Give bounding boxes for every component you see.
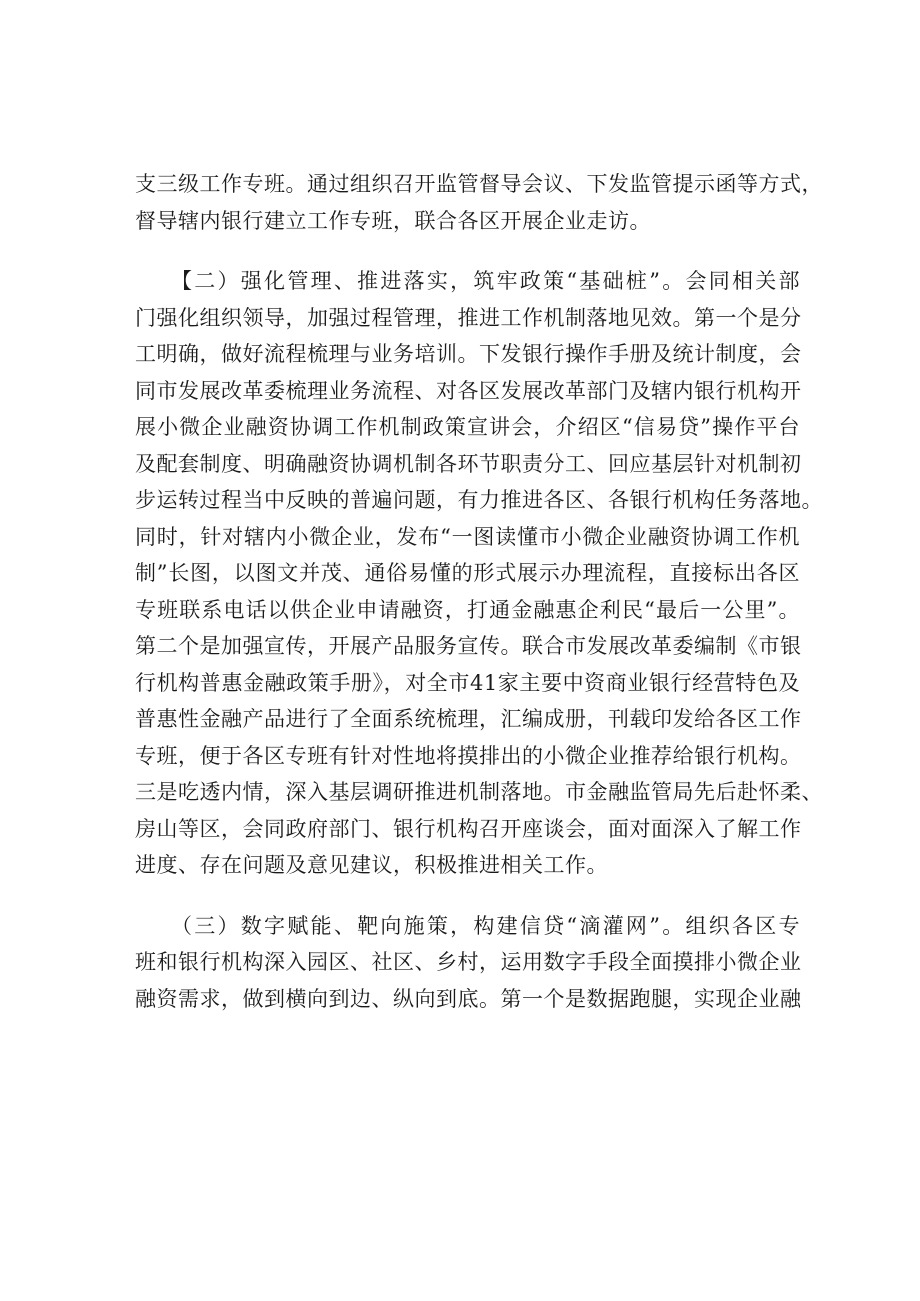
text-line: 专班联系电话以供企业申请融资，打通金融惠企利民“最后一公里”。	[135, 597, 800, 622]
text-line: 第二个是加强宣传，开展产品服务宣传。联合市发展改革委编制《市银	[135, 634, 802, 658]
text-line: 【二）强化管理、推进落实，筑牢政策“基础桩”。会同相关部	[135, 269, 800, 293]
text-line: 同时，针对辖内小微企业，发布“一图读懂市小微企业融资协调工作机	[135, 524, 800, 549]
paragraph-3	[135, 908, 800, 1018]
paragraph-2	[135, 263, 823, 884]
text-line: 三是吃透内情，深入基层调研推进机制落地。市金融监管局先后赴怀柔、	[135, 780, 823, 804]
text-line: 督导辖内银行建立工作专班，联合各区开展企业走访。	[135, 208, 651, 233]
text-line: 专班，便于各区专班有针对性地将摸排出的小微企业推荐给银行机构。	[135, 743, 802, 768]
text-line: 步运转过程当中反映的普遍问题，有力推进各区、各银行机构任务落地。	[135, 488, 823, 512]
text-line: 支三级工作专班。通过组织召开监管督导会议、下发监管提示函等方式，	[135, 172, 823, 196]
text-line: 同市发展改革委梳理业务流程、对各区发展改革部门及辖内银行机构开	[135, 378, 802, 403]
text-line: 门强化组织领导，加强过程管理，推进工作机制落地见效。第一个是分	[135, 305, 802, 330]
text-line: 制”长图，以图文并茂、通俗易懂的形式展示办理流程，直接标出各区	[135, 561, 800, 585]
text-line: （三）数字赋能、靶向施策，构建信贷“滴灌网”。组织各区专	[135, 913, 800, 938]
text-line: 及配套制度、明确融资协调机制各环节职责分工、回应基层针对机制初	[135, 451, 802, 476]
text-line: 普惠性金融产品进行了全面系统梳理，汇编成册，刊载印发给各区工作	[135, 707, 802, 731]
text-line: 班和银行机构深入园区、社区、乡村，运用数字手段全面摸排小微企业	[135, 950, 802, 974]
text-line: 行机构普惠金融政策手册》，对全市41家主要中资商业银行经营特色及	[135, 670, 800, 695]
text-line: 进度、存在问题及意见建议，积极推进相关工作。	[135, 853, 608, 877]
text-line: 工明确，做好流程梳理与业务培训。下发银行操作手册及统计制度，会	[135, 342, 802, 366]
text-line: 房山等区，会同政府部门、银行机构召开座谈会，面对面深入了解工作	[135, 816, 802, 841]
paragraph-1	[135, 166, 823, 239]
text-line: 融资需求，做到横向到边、纵向到底。第一个是数据跑腿，实现企业融	[135, 986, 802, 1011]
text-line: 展小微企业融资协调工作机制政策宣讲会，介绍区“信易贷”操作平台	[135, 415, 800, 439]
document-page	[135, 166, 823, 1039]
